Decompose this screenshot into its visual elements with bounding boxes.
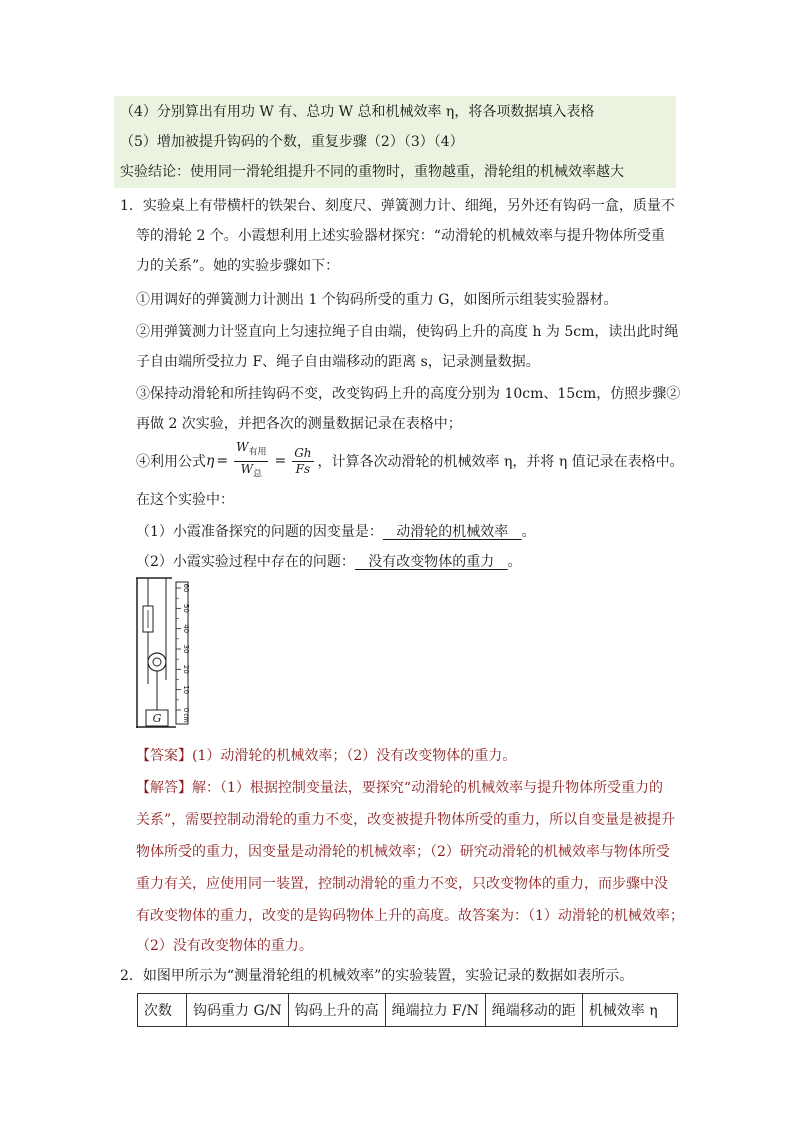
pulley-apparatus-figure	[136, 576, 200, 728]
sub-question-1: （1）小霞准备探究的问题的因变量是： 动滑轮的机械效率 。	[136, 524, 536, 540]
useful-sub: 有用	[248, 447, 267, 458]
green-line-1: （4）分别算出有用功 W 有、总功 W 总和机械效率 η，将各项数据填入表格	[120, 104, 595, 120]
explanation-line-2: 关系”，需要控制动滑轮的重力不变，改变被提升物体所受的重力，所以自变量是被提升	[136, 812, 676, 828]
ruler-unit-label: cm	[182, 713, 189, 723]
ruler-tick-label: 10	[182, 685, 190, 695]
q1-step-3a: ③保持动滑轮和所挂钩码不变，改变钩码上升的高度分别为 10cm、15cm，仿照步骤②	[136, 386, 681, 402]
data-table	[137, 993, 678, 1027]
q1-intro: 在这个实验中：	[136, 492, 234, 508]
q1-stem-3: 力的关系”。她的实验步骤如下：	[136, 258, 340, 274]
green-line-2: （5）增加被提升钩码的个数，重复步骤（2）（3）（4）	[120, 134, 464, 150]
explanation-line-3: 物体所受的重力，因变量是动滑轮的机械效率；（2）研究动滑轮的机械效率与物体所受	[136, 844, 670, 860]
fraction-work: $\frac{W_{有用}}{W_总}$	[236, 440, 267, 479]
ruler-tick-label: 50	[182, 603, 190, 613]
q1-step-1: ①用调好的弹簧测力计测出 1 个钩码所受的重力 G，如图所示组装实验器材。	[136, 292, 618, 308]
ruler-tick-label: 40	[182, 624, 190, 634]
step-4-prefix: ④利用公式	[136, 454, 206, 470]
table-header-row	[138, 994, 678, 1027]
fraction-gh-fs: $\frac{Gh}{Fs}$	[294, 445, 312, 476]
answer-blank-1: 动滑轮的机械效率	[382, 524, 522, 540]
efficiency-formula	[136, 440, 684, 482]
q1-step-2b: 子自由端所受拉力 F、绳子自由端移动的距离 s，记录测量数据。	[136, 354, 540, 370]
q1-stem-2: 等的滑轮 2 个。小霞想利用上述实验器材探究：“动滑轮的机械效率与提升物体所受重	[136, 228, 665, 244]
sub-question-2: （2）小霞实验过程中存在的问题： 没有改变物体的重力 。	[136, 554, 522, 570]
step-4-suffix: ，计算各次动滑轮的机械效率 η，并将 η 值记录在表格中。	[317, 454, 684, 470]
green-line-3: 实验结论：使用同一滑轮组提升不同的重物时，重物越重，滑轮组的机械效率越大	[120, 164, 624, 180]
explanation-line-1: 【解答】解：（1）根据控制变量法，要探究“动滑轮的机械效率与提升物体所受重力的	[136, 780, 664, 796]
total-sub: 总	[252, 468, 262, 479]
equals-sign: =	[216, 453, 229, 469]
q1-step-3b: 再做 2 次实验，并把各次的测量数据记录在表格中；	[136, 416, 462, 432]
answer-blank-2: 没有改变物体的重力	[354, 554, 508, 570]
q1-stem-1: 1．实验桌上有带横杆的铁架台、刻度尺、弹簧测力计、细绳，另外还有钩码一盒，质量不	[120, 198, 675, 214]
header-cell: 钩码上升的高	[288, 994, 385, 1027]
header-cell: 绳端移动的距	[485, 994, 582, 1027]
explanation-line-5: 有改变物体的重力，改变的是钩码物体上升的高度。故答案为：（1）动滑轮的机械效率；	[136, 908, 684, 924]
header-cell: 次数	[138, 994, 187, 1027]
explanation-line-6: （2）没有改变物体的重力。	[136, 938, 313, 954]
q1-step-2a: ②用弹簧测力计竖直向上匀速拉绳子自由端，使钩码上升的高度 h 为 5cm，读出此时绳	[136, 324, 679, 340]
header-cell: 绳端拉力 F/N	[385, 994, 485, 1027]
explanation-line-4: 重力有关，应使用同一装置，控制动滑轮的重力不变，只改变物体的重力，而步骤中没	[136, 876, 668, 892]
q2-stem: 2．如图甲所示为“测量滑轮组的机械效率”的实验装置，实验记录的数据如表所示。	[120, 968, 634, 984]
header-cell: 机械效率 η	[582, 994, 677, 1027]
answer-line: 【答案】(1）动滑轮的机械效率；（2）没有改变物体的重力。	[136, 748, 517, 764]
weight-label: G	[152, 712, 162, 725]
ruler-tick-label: 60	[182, 583, 190, 593]
ruler-tick-label: 30	[182, 644, 190, 654]
header-cell: 钩码重力 G/N	[187, 994, 289, 1027]
equals-sign-2: =	[274, 453, 287, 469]
eta-symbol: η	[206, 453, 215, 469]
ruler-tick-label: 20	[182, 664, 190, 674]
ruler-tick-label: 0	[182, 707, 190, 713]
